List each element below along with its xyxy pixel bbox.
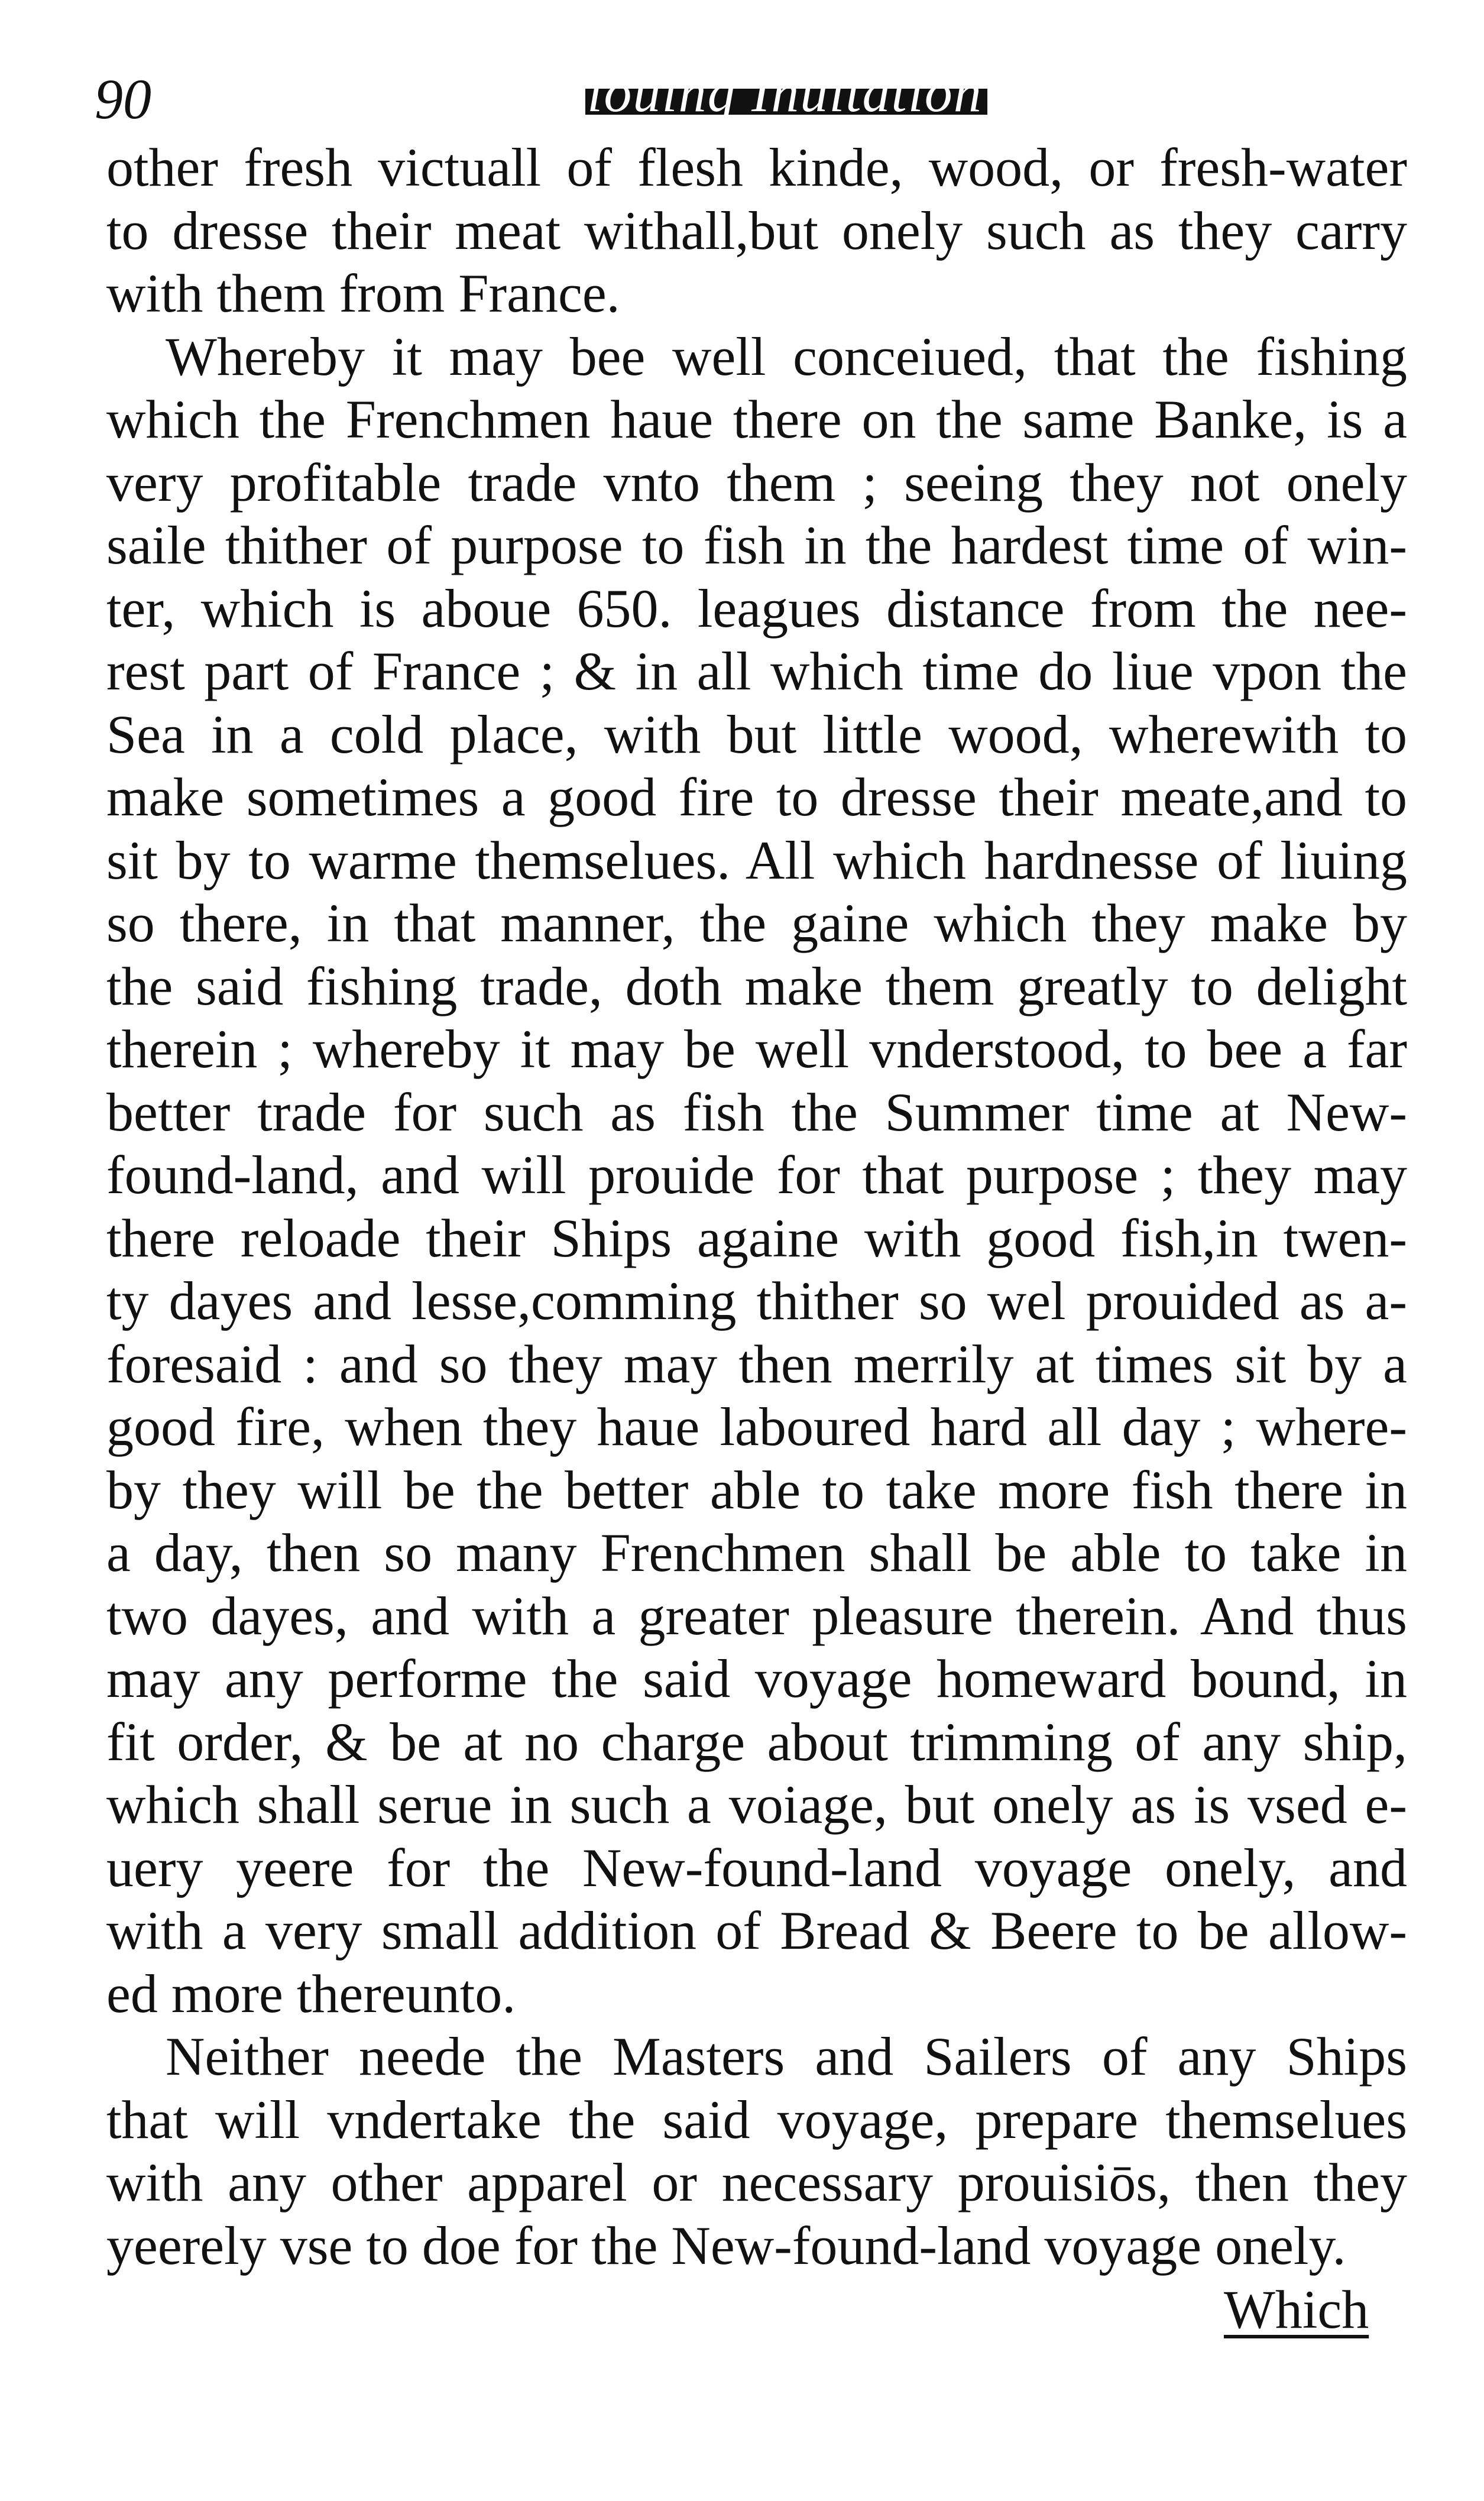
text-line: ter, which is aboue 650. leagues distance from the nee- <box>106 578 1407 639</box>
text-line: sit by to warme themselues. All which hardnesse of liuing <box>106 830 1407 890</box>
text-line: found-land, and will prouide for that purpose ; they may <box>106 1145 1407 1205</box>
catchword: Which <box>1224 2279 1369 2340</box>
paragraph <box>106 2025 1407 2277</box>
running-title: A louing Inuitation <box>538 62 983 124</box>
text-line: foresaid : and so they may then merrily at times sit by a <box>106 1333 1407 1394</box>
text-line: uery yeere for the New-found-land voyage onely, and <box>106 1837 1407 1898</box>
paragraph <box>106 325 1407 2026</box>
text-line: with a very small addition of Bread & Beere to be allow- <box>106 1900 1407 1961</box>
text-line: very profitable trade vnto them ; seeing they not onely <box>106 452 1407 513</box>
text-line: Neither neede the Masters and Sailers of any Ships <box>166 2026 1407 2087</box>
text-line: rest part of France ; & in all which time do liue vpon the <box>106 641 1407 701</box>
text-line: with them from France. <box>106 263 620 323</box>
text-line: fit order, & be at no charge about trimming of any ship, <box>106 1711 1407 1772</box>
text-line: to dresse their meat withall,but onely such as they carry <box>106 200 1407 261</box>
page-number: 90 <box>95 67 151 131</box>
text-line: there reloade their Ships againe with good fish,in twen- <box>106 1207 1407 1268</box>
text-line: which the Frenchmen haue there on the same Banke, is a <box>106 389 1407 449</box>
text-line: that will vndertake the said voyage, prepare themselues <box>106 2089 1407 2150</box>
text-line: with any other apparel or necessary prouisiōs, then they <box>106 2152 1407 2212</box>
text-line: a day, then so many Frenchmen shall be able to take in <box>106 1522 1407 1583</box>
text-line: better trade for such as fish the Summer time at New- <box>106 1081 1407 1142</box>
text-line: two dayes, and with a greater pleasure therein. And thus <box>106 1585 1407 1646</box>
page-header <box>89 59 1419 136</box>
text-line: ed more thereunto. <box>106 1963 516 2024</box>
text-line: saile thither of purpose to fish in the hardest time of win- <box>106 515 1407 575</box>
text-line: so there, in that manner, the gaine which they make by <box>106 893 1407 953</box>
text-line: other fresh victuall of flesh kinde, wood, or fresh-water <box>106 137 1407 197</box>
text-line: by they will be the better able to take more fish there in <box>106 1459 1407 1520</box>
text-line: which shall serue in such a voiage, but onely as is vsed e- <box>106 1774 1407 1835</box>
text-line: the said fishing trade, doth make them greatly to delight <box>106 955 1407 1016</box>
text-line: Sea in a cold place, with but little wood, wherewith to <box>106 704 1407 764</box>
paragraph <box>106 136 1407 325</box>
text-line: yeerely vse to doe for the New-found-land voyage onely. <box>106 2215 1346 2276</box>
text-line: good fire, when they haue laboured hard all day ; where- <box>106 1397 1407 1457</box>
body-text <box>106 136 1407 2277</box>
text-line: ty dayes and lesse,comming thither so wel prouided as a- <box>106 1271 1407 1331</box>
text-line: may any performe the said voyage homeward bound, in <box>106 1648 1407 1709</box>
text-line: therein ; whereby it may be well vnderstood, to bee a far <box>106 1019 1407 1079</box>
text-line: Whereby it may bee well conceiued, that the fishing <box>166 326 1407 387</box>
text-line: make sometimes a good fire to dresse their meate,and to <box>106 767 1407 827</box>
